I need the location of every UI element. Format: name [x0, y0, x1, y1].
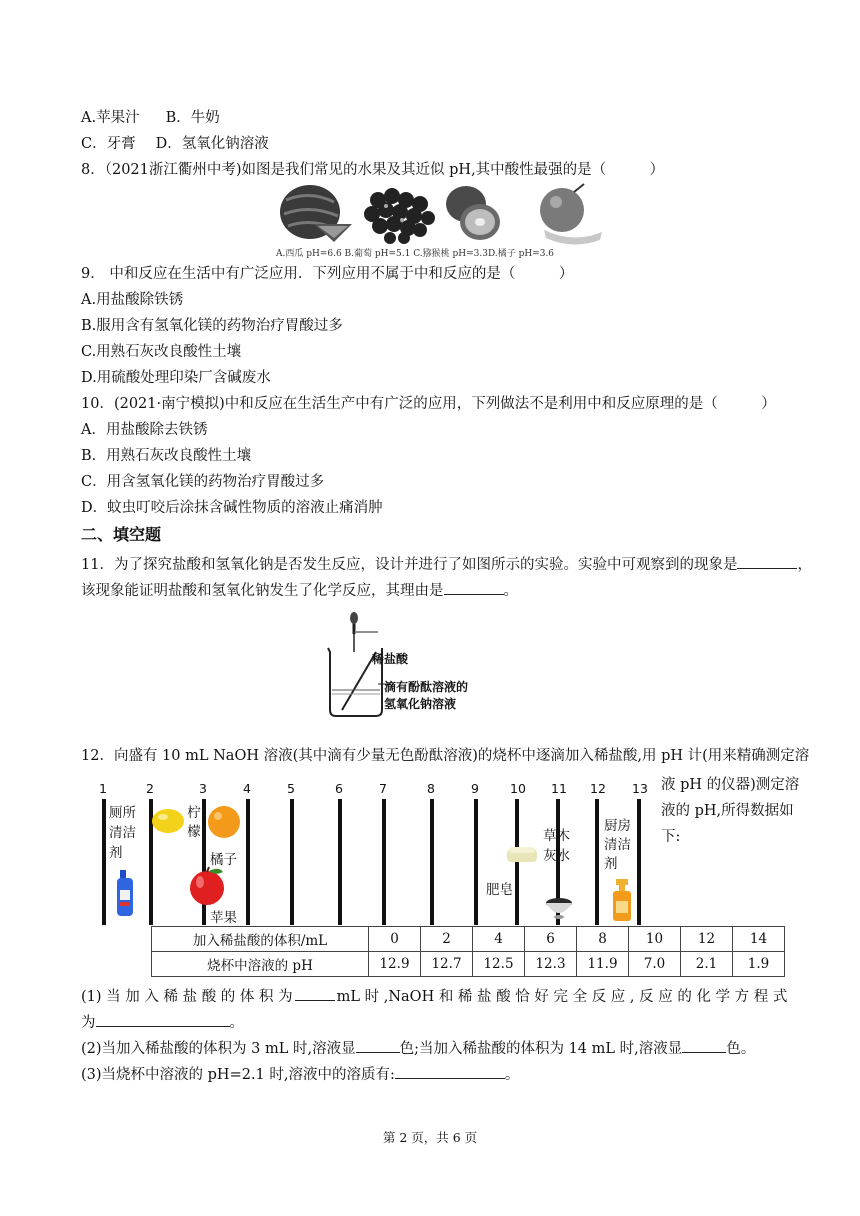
table-row	[152, 952, 785, 977]
q12-blank-color-2[interactable]	[682, 1038, 726, 1053]
q12-p1-text-d: 。	[229, 1015, 244, 1031]
ph-scale-number: 1	[99, 781, 107, 796]
page-footer: 第 2 页，共 6 页	[382, 1130, 478, 1145]
q10-option-c: C．用含氢氧化镁的药物治疗胃酸过多	[81, 474, 325, 490]
q12-blank-volume[interactable]	[295, 986, 335, 1001]
ph-scale-number: 3	[199, 781, 207, 796]
apple-icon	[187, 866, 231, 910]
table-cell: 10	[629, 927, 681, 952]
q12-p1-text-a: (1) 当 加 入 稀 盐 酸 的 体 积 为	[81, 989, 293, 1005]
ph-scale-number: 9	[471, 781, 479, 796]
q11-text-1: 11．为了探究盐酸和氢氧化钠是否发生反应，设计并进行了如图所示的实验。实验中可观察到的现象是	[81, 557, 738, 573]
q11-blank-1[interactable]	[737, 554, 797, 569]
ph-scale-number: 5	[287, 781, 295, 796]
table-cell: 12.5	[473, 952, 525, 977]
table-header-ph: 烧杯中溶液的 pH	[152, 952, 369, 977]
table-cell: 12.9	[369, 952, 421, 977]
ph-scale-bar	[290, 799, 294, 925]
table-cell: 12.7	[421, 952, 473, 977]
q9-option-b: B.服用含有氢氧化镁的药物治疗胃酸过多	[81, 318, 343, 334]
plant-ash-text: 草木灰水	[543, 828, 570, 864]
label-plant-ash	[543, 826, 577, 866]
table-cell: 12	[681, 927, 733, 952]
table-cell: 6	[525, 927, 577, 952]
q12-side-1: 液 pH 的仪器)测定溶	[661, 777, 800, 793]
label-toilet-cleaner	[109, 803, 143, 863]
fruit-images	[274, 180, 614, 246]
label-lemon: 柠檬	[187, 805, 201, 840]
watermelon-image	[280, 185, 352, 242]
q7-option-b: B．牛奶	[165, 110, 220, 126]
ph-scale-number: 7	[379, 781, 387, 796]
q10-option-a: A．用盐酸除去铁锈	[81, 422, 208, 438]
kitchen-cleaner-text: 厨房清洁剂	[604, 818, 631, 872]
q11-blank-2[interactable]	[444, 580, 504, 595]
ph-scale-number: 6	[335, 781, 343, 796]
q9-option-a: A.用盐酸除铁锈	[81, 292, 184, 308]
q7-option-c: C．牙膏	[81, 136, 136, 152]
q12-p3-text-a: (3)当烧杯中溶液的 pH=2.1 时,溶液中的溶质有:	[81, 1067, 395, 1083]
plant-ash-bowl-icon	[544, 893, 574, 921]
lemon-icon	[150, 806, 188, 836]
ph-scale-number: 10	[510, 781, 526, 796]
q10-stem: 10．(2021·南宁模拟)中和反应在生活生产中有广泛的应用，下列做法不是利用中和反应原理的是（ ）	[81, 396, 776, 412]
table-cell: 8	[577, 927, 629, 952]
q8-stem: 8．（2021浙江衢州中考)如图是我们常见的水果及其近似 pH,其中酸性最强的是（ ）	[81, 162, 665, 178]
label-apple: 苹果	[210, 910, 237, 926]
q11-line-1	[81, 554, 812, 575]
q11-text-2: 该现象能证明盐酸和氢氧化钠发生了化学反应，其理由是	[81, 583, 444, 599]
table-cell: 4	[473, 927, 525, 952]
label-soap: 肥皂	[486, 882, 513, 898]
toilet-cleaner-text: 厕所清洁剂	[109, 805, 136, 861]
q7-option-row-2	[81, 134, 269, 154]
ph-scale-bar	[338, 799, 342, 925]
q9-stem: 9． 中和反应在生活中有广泛应用．下列应用不属于中和反应的是（ ）	[81, 266, 574, 282]
ph-scale-bar	[102, 799, 106, 925]
table-cell: 2.1	[681, 952, 733, 977]
q12-side-2: 液的 pH,所得数据如	[661, 803, 794, 819]
ph-scale-bar	[382, 799, 386, 925]
table-header-volume: 加入稀盐酸的体积/mL	[152, 927, 369, 952]
ph-scale-number: 8	[427, 781, 435, 796]
toilet-cleaner-bottle-icon	[114, 870, 138, 918]
q11-text-1-end: ，	[797, 557, 812, 573]
table-cell: 1.9	[733, 952, 785, 977]
q9-option-c: C.用熟石灰改良酸性土壤	[81, 344, 242, 360]
orange-icon	[206, 803, 244, 841]
kiwi-image	[446, 186, 500, 240]
q12-p2-text-a: (2)当加入稀盐酸的体积为 3 mL 时,溶液显	[81, 1041, 356, 1057]
q12-part-1-line-1	[81, 986, 787, 1007]
q8-fruit-figure	[274, 180, 614, 262]
fruit-ph-caption: A.西瓜 pH=6.6 B.葡萄 pH=5.1 C.猕猴桃 pH=3.3D.橘子 pH=3.6	[276, 249, 555, 259]
ph-scale-number: 2	[146, 781, 154, 796]
label-dilute-hcl: 稀盐酸	[372, 652, 409, 666]
q12-p2-text-b: 色;当加入稀盐酸的体积为 14 mL 时,溶液显	[399, 1041, 683, 1057]
q12-part-3	[81, 1064, 519, 1085]
q12-part-2	[81, 1038, 755, 1059]
table-cell: 11.9	[577, 952, 629, 977]
q9-option-d: D.用硫酸处理印染厂含碱废水	[81, 370, 271, 386]
table-cell: 0	[369, 927, 421, 952]
table-row	[152, 927, 785, 952]
q7-option-row-1	[81, 108, 220, 128]
q12-p1-text-c: 为	[81, 1015, 96, 1031]
ph-scale-bar	[595, 799, 599, 925]
ph-scale-number: 11	[551, 781, 567, 796]
label-phenolphthalein: 滴有酚酞溶液的	[384, 680, 469, 694]
soap-icon	[505, 845, 539, 865]
beaker-experiment-figure	[318, 612, 518, 727]
q10-option-b: B．用熟石灰改良酸性土壤	[81, 448, 252, 464]
ph-scale-number: 13	[632, 781, 648, 796]
label-orange: 橘子	[210, 852, 237, 868]
q10-option-d: D．蚊虫叮咬后涂抹含碱性物质的溶液止痛消肿	[81, 500, 383, 516]
ph-data-table	[151, 926, 785, 977]
orange-image	[540, 184, 602, 245]
ph-scale-bar	[430, 799, 434, 925]
q12-stem: 12．向盛有 10 mL NaOH 溶液(其中滴有少量无色酚酞溶液)的烧杯中逐滴加入稀盐酸,用 pH 计(用来精确测定溶	[81, 748, 810, 764]
label-kitchen-cleaner	[604, 817, 638, 874]
grape-image	[364, 188, 435, 244]
q7-option-a: A.苹果汁	[81, 110, 140, 126]
ph-scale-number: 12	[590, 781, 606, 796]
label-naoh-solution: 氢氧化钠溶液	[384, 697, 457, 711]
q11-text-2-end: 。	[503, 583, 518, 599]
q12-blank-equation[interactable]	[96, 1012, 230, 1027]
table-cell: 14	[733, 927, 785, 952]
q12-p3-text-b: 。	[504, 1067, 520, 1083]
table-cell: 7.0	[629, 952, 681, 977]
q12-p2-text-c: 色。	[726, 1041, 756, 1057]
table-cell: 12.3	[525, 952, 577, 977]
q12-side-3: 下:	[661, 829, 681, 845]
table-cell: 2	[421, 927, 473, 952]
q12-blank-solutes[interactable]	[395, 1064, 505, 1079]
ph-scale-bar	[246, 799, 250, 925]
q12-blank-color-1[interactable]	[356, 1038, 400, 1053]
section-title: 二、填空题	[81, 525, 162, 544]
kitchen-cleaner-bottle-icon	[610, 879, 636, 923]
ph-scale-number: 4	[243, 781, 251, 796]
q12-p1-text-b: mL 时 ,NaOH 和 稀 盐 酸 恰 好 完 全 反 应 , 反 应 的 化 学 方 程 式	[336, 989, 788, 1005]
q12-part-1-line-2	[81, 1012, 244, 1033]
q11-line-2	[81, 580, 518, 601]
ph-scale-bar	[474, 799, 478, 925]
q7-option-d: D．氢氧化钠溶液	[155, 136, 269, 152]
